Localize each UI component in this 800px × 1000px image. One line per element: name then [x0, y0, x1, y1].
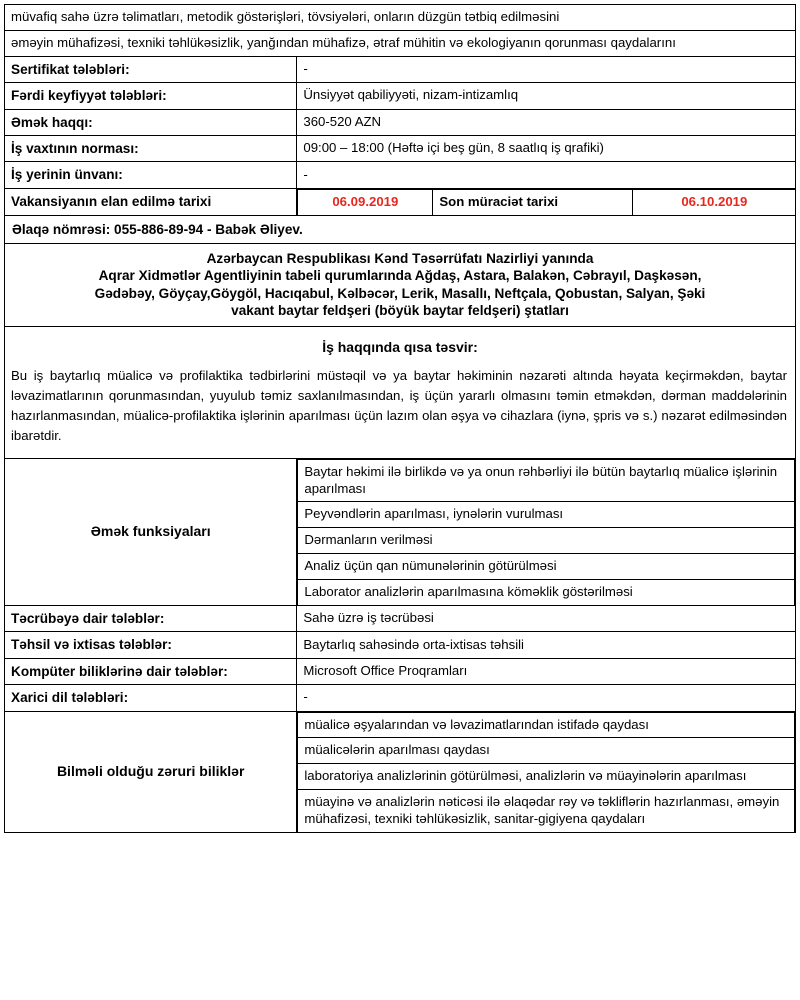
- description-cell: [5, 326, 796, 458]
- knowledge-inner-table: [297, 712, 795, 832]
- duty-text: müvafiq sahə üzrə təlimatları, metodik göstərişləri, tövsiyələri, onların düzgün tətbiq edilməsini: [5, 5, 796, 31]
- duty-text: əməyin mühafizəsi, texniki təhlükəsizlik, yanğından mühafizə, ətraf mühitin və ekologiyanın qorunması qaydalarını: [5, 30, 796, 56]
- field-label: Xarici dil tələbləri:: [5, 685, 297, 711]
- vacancy-title: [5, 244, 796, 327]
- field-label: Əmək haqqı:: [5, 109, 297, 135]
- title-line: vakant baytar feldşeri (böyük baytar feldşeri) ştatları: [231, 303, 569, 319]
- title-row: [5, 244, 796, 327]
- deadline-label: Son müraciət tarixi: [433, 189, 633, 214]
- announce-inner-table: [297, 189, 796, 215]
- list-item: müalicə əşyalarından və ləvazimatlarından istifadə qaydası: [298, 712, 795, 738]
- table-row: [5, 658, 796, 684]
- table-row: [5, 56, 796, 82]
- table-row: [5, 30, 796, 56]
- list-item: Peyvəndlərin aparılması, iynələrin vurulması: [298, 502, 795, 528]
- title-line: Aqrar Xidmətlər Agentliyinin tabeli qurumlarında Ağdaş, Astara, Balakən, Cəbrayıl, Daşkəsən,: [98, 268, 702, 284]
- field-label: İş yerinin ünvanı:: [5, 162, 297, 188]
- field-label: Təhsil və ixtisas tələblər:: [5, 632, 297, 658]
- field-value: -: [297, 685, 796, 711]
- functions-label: Əmək funksiyaları: [5, 458, 297, 605]
- knowledge-list-cell: [297, 711, 796, 832]
- table-row: [5, 162, 796, 188]
- title-line: Azərbaycan Respublikası Kənd Təsərrüfatı Nazirliyi yanında: [206, 251, 594, 267]
- announce-date: 06.09.2019: [298, 189, 433, 214]
- field-value: Microsoft Office Proqramları: [297, 658, 796, 684]
- contact-row: [5, 215, 796, 243]
- functions-row: [5, 458, 796, 605]
- field-value: -: [297, 162, 796, 188]
- list-item: Analiz üçün qan nümunələrinin götürülməsi: [298, 554, 795, 580]
- knowledge-row: [5, 711, 796, 832]
- announcement-row: [5, 188, 796, 215]
- table-row: [5, 632, 796, 658]
- announce-label: Vakansiyanın elan edilmə tarixi: [5, 188, 297, 215]
- vacancy-table: [4, 4, 796, 833]
- field-value: Baytarlıq sahəsində orta-ixtisas təhsili: [297, 632, 796, 658]
- deadline-date: 06.10.2019: [633, 189, 796, 214]
- field-label: Təcrübəyə dair tələblər:: [5, 606, 297, 632]
- contact-info: Əlaqə nömrəsi: 055-886-89-94 - Babək Əliyev.: [5, 215, 796, 243]
- list-item: müayinə və analizlərin nəticəsi ilə əlaqədar rəy və təkliflərin hazırlanması, əməyin mühafizəsi, texniki təhlükəsizlik, sanitar-gigiyena qaydaları: [298, 790, 795, 832]
- list-item: Laborator analizlərin aparılmasına köməklik göstərilməsi: [298, 580, 795, 605]
- field-label: Fərdi keyfiyyət tələbləri:: [5, 83, 297, 109]
- functions-inner-table: [297, 459, 795, 605]
- announce-dates-cell: [297, 188, 796, 215]
- knowledge-label: Bilməli olduğu zəruri biliklər: [5, 711, 297, 832]
- field-label: Kompüter biliklərinə dair tələblər:: [5, 658, 297, 684]
- list-item: Baytar həkimi ilə birlikdə və ya onun rəhbərliyi ilə bütün baytarlıq müalicə işlərinin aparılması: [298, 459, 795, 502]
- field-label: İş vaxtının norması:: [5, 135, 297, 161]
- description-body: Bu iş baytarlıq müalicə və profilaktika tədbirlərini müstəqil və ya baytar həkiminin nəzarəti altında həyata keçirməkdən, baytar ləvazimatlarının qorunmasından, yuyulub təmiz saxlanılmasından, iş üçün yararlı olmasını təmin etməkdən, dərman maddələrinin hazırlanmasından, müalicə-profilaktika işlərinin aparılması üçün lazım olan əşya və cihazlara (iynə, şpris və s.) nəzarət edilməsindən ibarətdir.: [11, 368, 787, 443]
- table-row: [5, 83, 796, 109]
- field-value: 09:00 – 18:00 (Həftə içi beş gün, 8 saatlıq iş qrafiki): [297, 135, 796, 161]
- list-item: laboratoriya analizlərinin götürülməsi, analizlərin və müayinələrin aparılması: [298, 764, 795, 790]
- table-row: [5, 606, 796, 632]
- table-row: [5, 135, 796, 161]
- list-item: Dərmanların verilməsi: [298, 528, 795, 554]
- field-value: 360-520 AZN: [297, 109, 796, 135]
- table-row: [5, 685, 796, 711]
- field-label: Sertifikat tələbləri:: [5, 56, 297, 82]
- table-row: [5, 5, 796, 31]
- field-value: Sahə üzrə iş təcrübəsi: [297, 606, 796, 632]
- description-row: [5, 326, 796, 458]
- title-line: Gədəbəy, Göyçay,Göygöl, Hacıqabul, Kəlbəcər, Lerik, Masallı, Neftçala, Qobustan, Salyan, Şəki: [94, 285, 706, 301]
- description-heading: İş haqqında qısa təsvir:: [322, 338, 478, 355]
- table-row: [5, 109, 796, 135]
- field-value: -: [297, 56, 796, 82]
- list-item: müalicələrin aparılması qaydası: [298, 738, 795, 764]
- functions-list-cell: [297, 458, 796, 605]
- field-value: Ünsiyyət qabiliyyəti, nizam-intizamlıq: [297, 83, 796, 109]
